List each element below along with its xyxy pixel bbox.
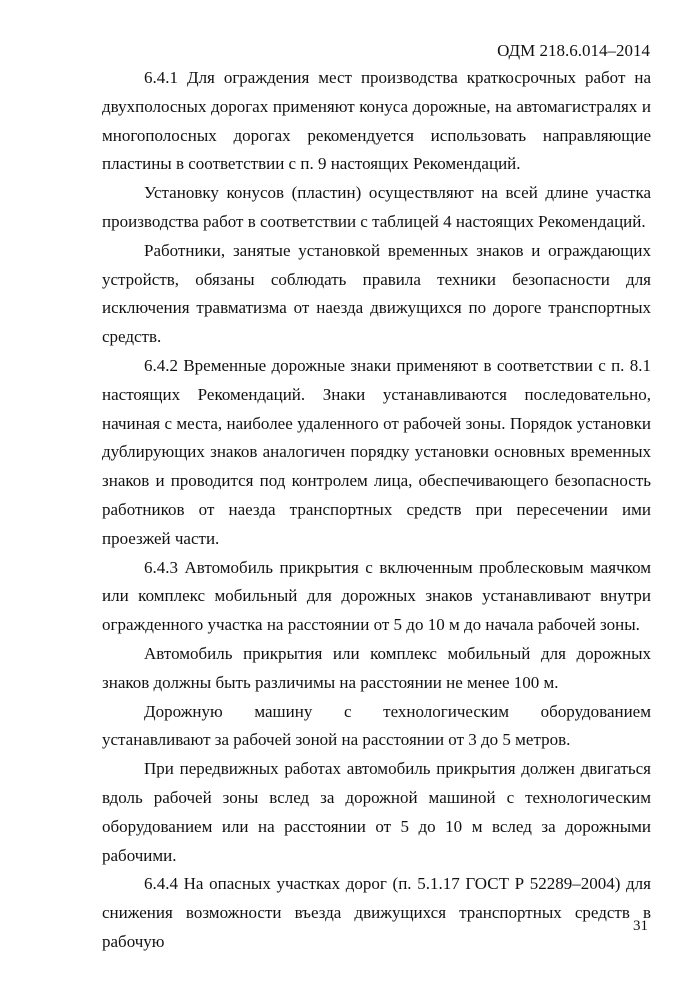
paragraph-mobile-works: При передвижных работах автомобиль прикрытия должен двигаться вдоль рабочей зоны вслед за дорожной машиной с технологическим оборудованием или на расстоянии от 5 до 10 м вслед за дорожными рабочими. [102, 759, 651, 865]
page-number: 31 [633, 918, 648, 934]
document-code: ОДМ 218.6.014–2014 [497, 41, 650, 60]
paragraph-6-4-2: 6.4.2 Временные дорожные знаки применяют в соответствии с п. 8.1 настоящих Рекомендаций. Знаки устанавливаются последовательно, начиная с места, наиболее удаленного от рабочей зоны. Порядок установки дублирующих знаков аналогичен порядку установки основных временных знаков и проводится под контролем лица, обеспечивающего безопасность работников от наезда транспортных средств при пересечении ими проезжей части. [102, 355, 651, 548]
paragraph-vehicle-visibility: Автомобиль прикрытия или комплекс мобильный для дорожных знаков должны быть различимы на расстоянии не менее 100 м. [102, 643, 651, 692]
paragraph-worker-safety: Работники, занятые установкой временных знаков и ограждающих устройств, обязаны соблюдать правила техники безопасности для исключения травматизма от наезда движущихся по дороге транспортных средств. [102, 240, 651, 347]
paragraph-cone-installation: Установку конусов (пластин) осуществляют на всей длине участка производства работ в соответствии с таблицей 4 настоящих Рекомендаций. [102, 183, 651, 231]
document-body [102, 64, 651, 957]
paragraph-road-machine-position: Дорожную машину с технологическим оборудованием устанавливают за рабочей зоной на расстоянии от 3 до 5 метров. [102, 701, 651, 750]
paragraph-6-4-3: 6.4.3 Автомобиль прикрытия с включенным проблесковым маячком или комплекс мобильный для дорожных знаков устанавливают внутри огражденного участка на расстоянии от 5 до 10 м до начала рабочей зоны. [102, 557, 651, 635]
paragraph-6-4-4: 6.4.4 На опасных участках дорог (п. 5.1.17 ГОСТ Р 52289–2004) для снижения возможности въезда движущихся транспортных средств в рабочую [102, 874, 651, 951]
paragraph-6-4-1: 6.4.1 Для ограждения мест производства краткосрочных работ на двухполосных дорогах применяют конуса дорожные, на автомагистралях и многополосных дорогах рекомендуется использовать направляющие пластины в соответствии с п. 9 настоящих Рекомендаций. [102, 68, 651, 174]
